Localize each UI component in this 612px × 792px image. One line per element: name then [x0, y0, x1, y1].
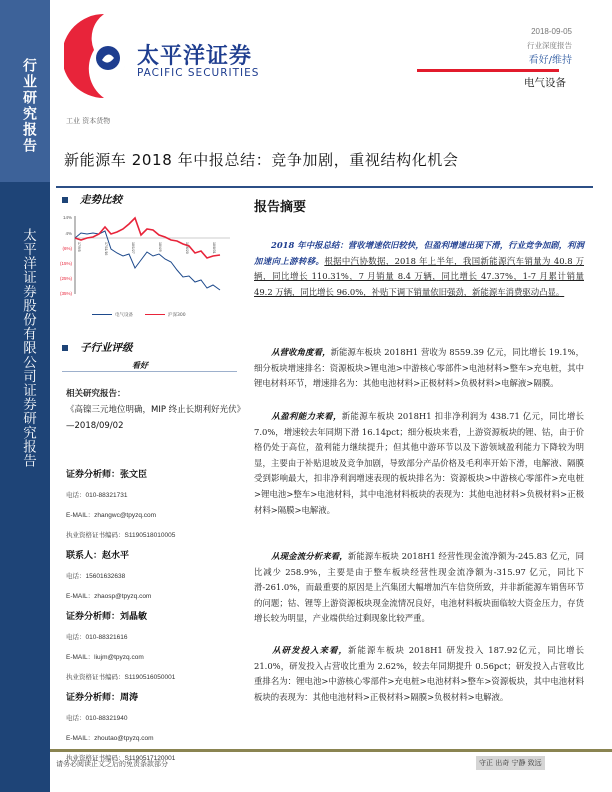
rating-divider	[62, 371, 237, 372]
svg-text:(6%): (6%)	[62, 246, 72, 251]
svg-text:(25%): (25%)	[60, 276, 72, 281]
industry-category: 工业 资本货物	[66, 117, 111, 125]
analyst-contacts	[66, 465, 241, 769]
svg-text:18/8/31: 18/8/31	[212, 242, 216, 254]
report-type: 行业深度报告	[527, 41, 572, 50]
revenue-paragraph: 从营收角度看，新能源车板块 2018H1 营收为 8559.39 亿元，同比增长 19.1%，细分板块增速排名：资源板块>锂电池>中游核心零部件>电池材料>整车>充电桩，其中锂电材料环节，增速排名为：其他电池材料>正极材料>负极材料>电解液>隔膜。	[254, 347, 584, 389]
svg-text:4%: 4%	[65, 231, 72, 236]
header-meta	[527, 25, 572, 69]
abstract-heading: 报告摘要	[254, 200, 307, 215]
rnd-paragraph: 从研发投入来看，新能源车板块 2018H1 研发投入 187.92亿元，同比增长 21.0%，研发投入占营收比重为 2.62%，较去年同期提升 0.56pct；研发投入占营收比重排名为：锂电池>中游核心零部件>充电桩>电池材料>整车>资源板块，其中电池材料板块的表现为：其他电池材料>正极材料>隔膜>负极材料>电解液。	[254, 645, 584, 702]
report-category-vertical: 行业研究报告	[21, 58, 37, 154]
analyst-heading: 证券分析师：刘晶敏	[66, 612, 148, 622]
svg-text:14%: 14%	[62, 215, 72, 220]
company-motto: 守正 出奇 宁静 致远	[476, 756, 545, 770]
header-red-divider	[417, 69, 559, 72]
analyst-license: 执业资格证书编码：S1190518010005	[66, 532, 176, 539]
summary-paragraph	[254, 238, 584, 300]
svg-text:(15%): (15%)	[60, 261, 72, 266]
profitability-paragraph: 从盈利能力来看，新能源车板块 2018H1 扣非净利润为 438.71 亿元，同比增长 7.0%，增速较去年同期下滑 16.14pct；细分板块来看，上游资源板块的锂、钴，由于价格仍处于高位，盈利能力继续提升；但其他中游环节以及下游领域盈利能力下降较为明显，主要由于补贴退坡及竞争加剧，导致部分产品价格及毛利率开始下滑，电解液、隔膜受到影响最大，扣非净利润增速表现的板块排名为：资源板块>中游核心零部件>充电桩>锂电池>整车>电池材料，其中电池材料板块的表现为：其他电池材料>负极材料>正极材料>隔膜>电解液。	[254, 411, 584, 515]
analyst-email[interactable]: E-MAIL：zhangwc@tpyzq.com	[66, 512, 157, 519]
contact-phone: 电话：15601632638	[66, 573, 126, 580]
trend-section-heading: 走势比较	[62, 192, 122, 207]
svg-text:(35%): (35%)	[60, 291, 72, 296]
analyst-phone: 电话：010-88321940	[66, 715, 128, 722]
company-name-vertical: 太平洋证券股份有限公司证券研究报告	[20, 228, 36, 468]
disclaimer-note: 请务必阅读正文之后的免责条款部分	[56, 760, 168, 768]
subindustry-section-heading: 子行业评级	[62, 340, 133, 355]
summary-body: 根据中汽协数据，2018 年上半年，我国新能源汽车销量为 40.8 万辆，同比增长 110.31%，7 月销量 8.4 万辆，同比增长 47.37%，1-7 月累计销量 49.2 万辆，同比增长 96.0%，补贴下调下销量依旧强劲，新能源车消费驱动凸显。	[254, 255, 585, 297]
summary-lead: 2018 年中报总结：营收增速依旧较快，但盈利增速出现下滑，行业竞争加剧，利润加速向上游转移。	[254, 240, 584, 266]
analyst-license: 执业资格证书编码：S1190516050001	[66, 674, 176, 681]
cashflow-paragraph: 从现金流分析来看，新能源车板块 2018H1 经营性现金流净额为-245.83 亿元，同比减少 258.9%，主要是由于整车板块经营性现金流净额为-315.97 亿元，同比下滑-261.0%，而最重要的原因是上汽集团大幅增加汽车信贷所致，并非新能源车销售环节的问题；钴、锂等上游资源板块现金流情况良好，电池材料板块面临较大资金压力，存货增长较为明显，产业端供给过剩现象比较严重。	[254, 551, 584, 624]
related-reports	[66, 386, 241, 434]
report-title: 新能源车 2018 年中报总结：竞争加剧，重视结构化机会	[64, 151, 459, 169]
svg-text:17/9/5: 17/9/5	[77, 242, 81, 252]
related-report-link[interactable]: 《高镍三元地位明确，MIP 终止长期利好光伏》—2018/09/02	[66, 405, 241, 431]
legend-item-index: 沪深300	[145, 312, 186, 318]
industry-rating: 看好/维持	[528, 55, 572, 66]
footer-divider	[50, 749, 612, 752]
sector-name: 电气设备	[524, 77, 566, 89]
analyst-phone: 电话：010-88321731	[66, 492, 128, 499]
analyst-heading: 证券分析师：张文臣	[66, 470, 148, 480]
related-label: 相关研究报告：	[66, 389, 126, 399]
contact-heading: 联系人：赵水平	[66, 551, 130, 561]
legend-item-sector: 电气设备	[92, 312, 133, 318]
title-divider	[56, 186, 593, 188]
svg-text:18/1/27: 18/1/27	[131, 242, 135, 254]
square-bullet-icon	[62, 197, 68, 203]
contact-email[interactable]: E-MAIL：zhaosp@tpyzq.com	[66, 593, 152, 600]
svg-text:18/6/20: 18/6/20	[185, 242, 189, 254]
svg-text:18/4/9: 18/4/9	[158, 242, 162, 252]
analyst-email[interactable]: E-MAIL：zhoutao@tpyzq.com	[66, 735, 154, 742]
analyst-email[interactable]: E-MAIL：liujm@tpyzq.com	[66, 654, 144, 661]
trend-chart	[60, 208, 240, 323]
logo-name-en: PACIFIC SECURITIES	[137, 67, 260, 79]
square-bullet-icon	[62, 345, 68, 351]
logo-name-cn: 太平洋证券	[137, 44, 253, 69]
svg-text:17/11/16: 17/11/16	[104, 242, 108, 256]
subindustry-rating: 看好	[132, 361, 148, 370]
chart-legend	[92, 312, 186, 318]
analyst-license: 执业资格证书编码：S1190517120001	[66, 755, 176, 762]
report-date: 2018-09-05	[531, 27, 572, 36]
analyst-heading: 证券分析师：周涛	[66, 693, 139, 703]
analyst-phone: 电话：010-88321616	[66, 634, 128, 641]
